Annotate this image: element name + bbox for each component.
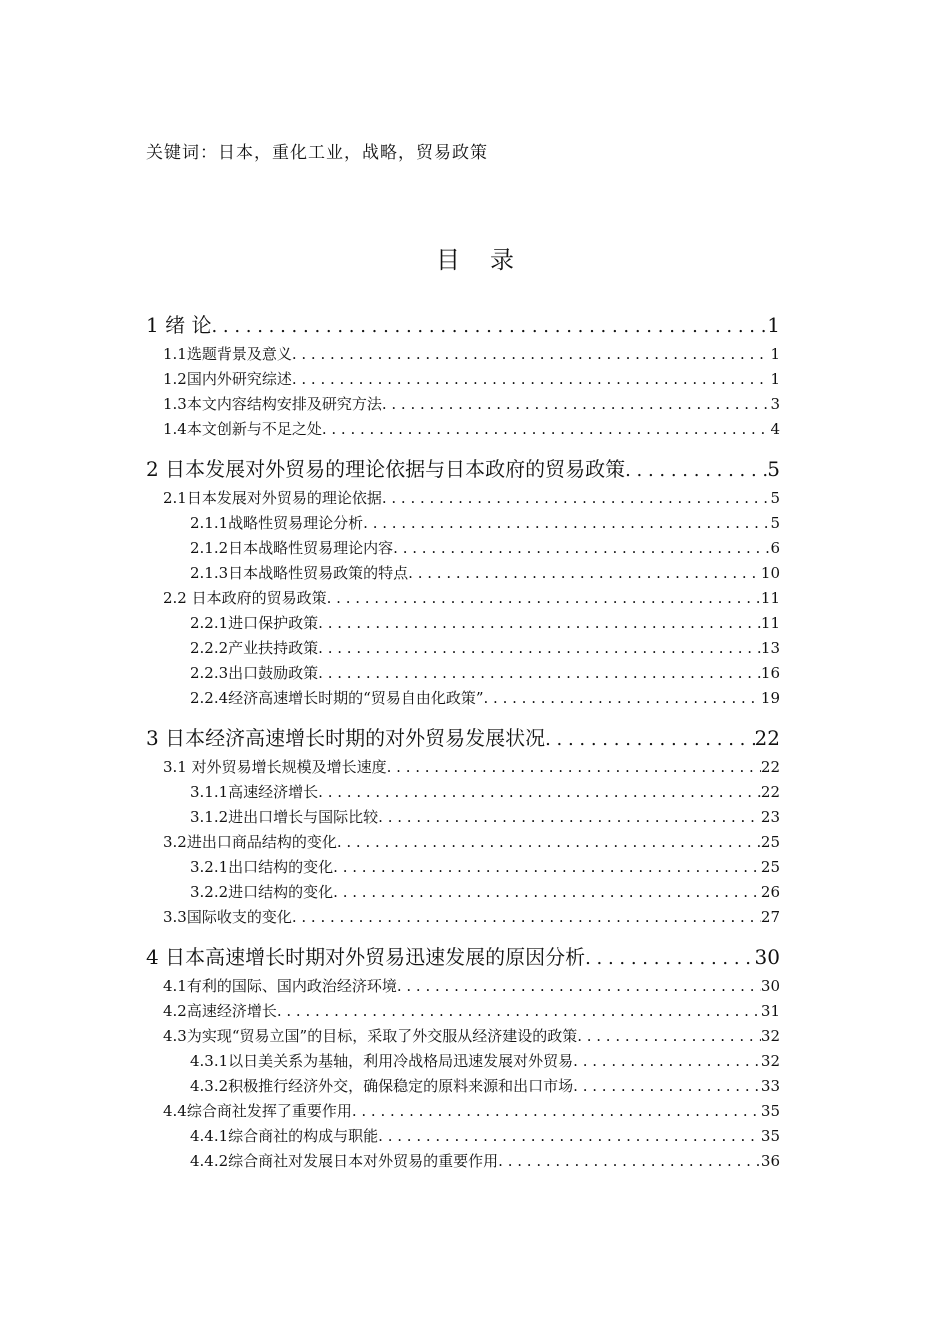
toc-entry-page: 36 <box>760 1152 780 1170</box>
toc-entry-label: 1.3本文内容结构安排及研究方法 <box>163 395 382 413</box>
toc-leader-dots <box>327 589 761 607</box>
toc-leader-dots <box>333 858 761 876</box>
toc-leader-dots <box>363 514 770 532</box>
toc-entry-label: 3.1.2进出口增长与国际比较 <box>190 808 379 826</box>
toc-entry-label: 2.2.2产业扶持政策 <box>190 639 319 657</box>
toc-entry-page: 31 <box>760 1002 780 1020</box>
toc-leader-dots <box>318 664 761 682</box>
toc-entry-level-3[interactable] <box>146 637 780 662</box>
toc-entry-level-2[interactable] <box>146 587 780 612</box>
toc-leader-dots <box>322 420 771 438</box>
toc-entry-label: 3.1 对外贸易增长规模及增长速度 <box>163 758 387 776</box>
toc-entry-label: 2.2 日本政府的贸易政策 <box>163 589 327 607</box>
toc-entry-level-1[interactable] <box>146 453 780 479</box>
toc-leader-dots <box>292 908 761 926</box>
toc-entry-level-3[interactable] <box>146 612 780 637</box>
toc-entry-page: 11 <box>760 589 780 607</box>
toc-entry-page: 5 <box>770 489 780 507</box>
toc-entry-level-2[interactable] <box>146 975 780 1000</box>
toc-entry-label: 4.4.1综合商社的构成与职能 <box>190 1127 379 1145</box>
toc-leader-dots <box>408 564 761 582</box>
toc-entry-page: 19 <box>760 689 780 707</box>
toc-entry-page: 32 <box>760 1027 780 1045</box>
toc-entry-page: 33 <box>760 1077 780 1095</box>
toc-entry-level-3[interactable] <box>146 662 780 687</box>
toc-entry-level-2[interactable] <box>146 418 780 443</box>
toc-entry-level-2[interactable] <box>146 831 780 856</box>
toc-entry-level-1[interactable] <box>146 722 780 748</box>
toc-entry-page: 30 <box>754 945 780 969</box>
toc-leader-dots <box>577 1027 761 1045</box>
toc-entry-label: 4.3.2积极推行经济外交，确保稳定的原料来源和出口市场 <box>190 1077 574 1095</box>
toc-leader-dots <box>545 729 754 750</box>
toc-leader-dots <box>573 1052 761 1070</box>
toc-entry-label: 3.2.2进口结构的变化 <box>190 883 334 901</box>
toc-leader-dots <box>625 460 767 481</box>
toc-leader-dots <box>382 395 771 413</box>
toc-entry-level-2[interactable] <box>146 487 780 512</box>
toc-entry-level-3[interactable] <box>146 806 780 831</box>
toc-entry-page: 4 <box>770 420 780 438</box>
toc-leader-dots <box>382 489 771 507</box>
toc-leader-dots <box>211 316 767 337</box>
toc-entry-page: 22 <box>754 726 780 750</box>
toc-entry-level-3[interactable] <box>146 1050 780 1075</box>
toc-leader-dots <box>484 689 761 707</box>
toc-entry-level-2[interactable] <box>146 1025 780 1050</box>
toc-entry-page: 32 <box>760 1052 780 1070</box>
toc-entry-level-2[interactable] <box>146 1000 780 1025</box>
toc-entry-level-2[interactable] <box>146 368 780 393</box>
toc-entry-label: 2.1日本发展对外贸易的理论依据 <box>163 489 382 507</box>
toc-entry-level-2[interactable] <box>146 1100 780 1125</box>
toc-entry-level-3[interactable] <box>146 537 780 562</box>
toc-entry-level-3[interactable] <box>146 1125 780 1150</box>
toc-entry-page: 35 <box>760 1102 780 1120</box>
toc-entry-page: 3 <box>770 395 780 413</box>
toc-leader-dots <box>585 948 754 969</box>
toc-entry-label: 4.4.2综合商社对发展日本对外贸易的重要作用 <box>190 1152 499 1170</box>
toc-entry-page: 25 <box>760 858 780 876</box>
toc-entry-label: 4.4综合商社发挥了重要作用 <box>163 1102 352 1120</box>
toc-entry-level-3[interactable] <box>146 512 780 537</box>
toc-leader-dots <box>318 783 761 801</box>
toc-entry-label: 3.1.1高速经济增长 <box>190 783 319 801</box>
toc-entry-page: 25 <box>760 833 780 851</box>
toc-entry-page: 26 <box>760 883 780 901</box>
toc-entry-level-3[interactable] <box>146 881 780 906</box>
toc-leader-dots <box>318 639 761 657</box>
toc-entry-label: 4 日本高速增长时期对外贸易迅速发展的原因分析 <box>146 945 586 969</box>
toc-entry-label: 2.2.4经济高速增长时期的“贸易自由化政策” <box>190 689 484 707</box>
toc-leader-dots <box>393 539 770 557</box>
toc-entry-level-3[interactable] <box>146 781 780 806</box>
toc-entry-label: 2.2.1进口保护政策 <box>190 614 319 632</box>
toc-leader-dots <box>378 808 761 826</box>
toc-entry-label: 3.3国际收支的变化 <box>163 908 292 926</box>
toc-entry-page: 5 <box>770 514 780 532</box>
toc-entry-label: 4.3为实现“贸易立国”的目标，采取了外交服从经济建设的政策 <box>163 1027 578 1045</box>
toc-entry-page: 5 <box>767 457 780 481</box>
toc-title: 目录 <box>436 246 544 274</box>
toc-entry-level-2[interactable] <box>146 393 780 418</box>
toc-leader-dots <box>397 977 761 995</box>
toc-entry-level-1[interactable] <box>146 941 780 967</box>
toc-leader-dots <box>292 345 771 363</box>
toc-entry-level-3[interactable] <box>146 687 780 712</box>
toc-entry-page: 22 <box>760 783 780 801</box>
toc-entry-level-2[interactable] <box>146 343 780 368</box>
toc-entry-label: 1 绪 论 <box>146 313 212 337</box>
toc-entry-label: 1.4本文创新与不足之处 <box>163 420 322 438</box>
toc-leader-dots <box>337 833 761 851</box>
toc-entry-label: 2.1.1战略性贸易理论分析 <box>190 514 364 532</box>
toc-entry-label: 4.2高速经济增长 <box>163 1002 277 1020</box>
toc-leader-dots <box>277 1002 761 1020</box>
toc-entry-page: 27 <box>760 908 780 926</box>
toc-entry-level-3[interactable] <box>146 562 780 587</box>
toc-entry-page: 23 <box>760 808 780 826</box>
toc-entry-page: 11 <box>760 614 780 632</box>
toc-entry-page: 13 <box>760 639 780 657</box>
toc-entry-label: 2.1.3日本战略性贸易政策的特点 <box>190 564 409 582</box>
toc-entry-label: 2 日本发展对外贸易的理论依据与日本政府的贸易政策 <box>146 457 626 481</box>
toc-leader-dots <box>292 370 771 388</box>
toc-entry-label: 1.2国内外研究综述 <box>163 370 292 388</box>
toc-entry-level-3[interactable] <box>146 1150 780 1175</box>
toc-entry-level-3[interactable] <box>146 1075 780 1100</box>
toc-leader-dots <box>378 1127 761 1145</box>
toc-entry-label: 2.2.3出口鼓励政策 <box>190 664 319 682</box>
toc-entry-page: 10 <box>760 564 780 582</box>
toc-entry-page: 1 <box>770 345 780 363</box>
toc-entry-level-1[interactable] <box>146 309 780 335</box>
toc-entry-page: 22 <box>760 758 780 776</box>
toc-entry-label: 3.2进出口商品结构的变化 <box>163 833 337 851</box>
toc-entry-label: 4.1有利的国际、国内政治经济环境 <box>163 977 397 995</box>
toc-entry-page: 35 <box>760 1127 780 1145</box>
toc-leader-dots <box>498 1152 761 1170</box>
toc-leader-dots <box>318 614 761 632</box>
toc-entry-page: 1 <box>770 370 780 388</box>
toc-entry-label: 1.1选题背景及意义 <box>163 345 292 363</box>
toc-entry-page: 16 <box>760 664 780 682</box>
toc-entry-level-2[interactable] <box>146 906 780 931</box>
toc-entry-page: 1 <box>767 313 780 337</box>
toc-entry-label: 3 日本经济高速增长时期的对外贸易发展状况 <box>146 726 546 750</box>
toc-entry-level-2[interactable] <box>146 756 780 781</box>
toc-leader-dots <box>352 1102 761 1120</box>
table-of-contents <box>146 305 780 1175</box>
toc-entry-level-3[interactable] <box>146 856 780 881</box>
toc-leader-dots <box>333 883 761 901</box>
toc-entry-page: 6 <box>770 539 780 557</box>
toc-leader-dots <box>387 758 761 776</box>
toc-entry-label: 4.3.1以日美关系为基轴，利用冷战格局迅速发展对外贸易 <box>190 1052 574 1070</box>
toc-entry-label: 2.1.2日本战略性贸易理论内容 <box>190 539 394 557</box>
toc-entry-page: 30 <box>760 977 780 995</box>
keywords-line: 关键词：日本，重化工业，战略，贸易政策 <box>146 143 488 163</box>
toc-entry-label: 3.2.1出口结构的变化 <box>190 858 334 876</box>
toc-leader-dots <box>573 1077 761 1095</box>
